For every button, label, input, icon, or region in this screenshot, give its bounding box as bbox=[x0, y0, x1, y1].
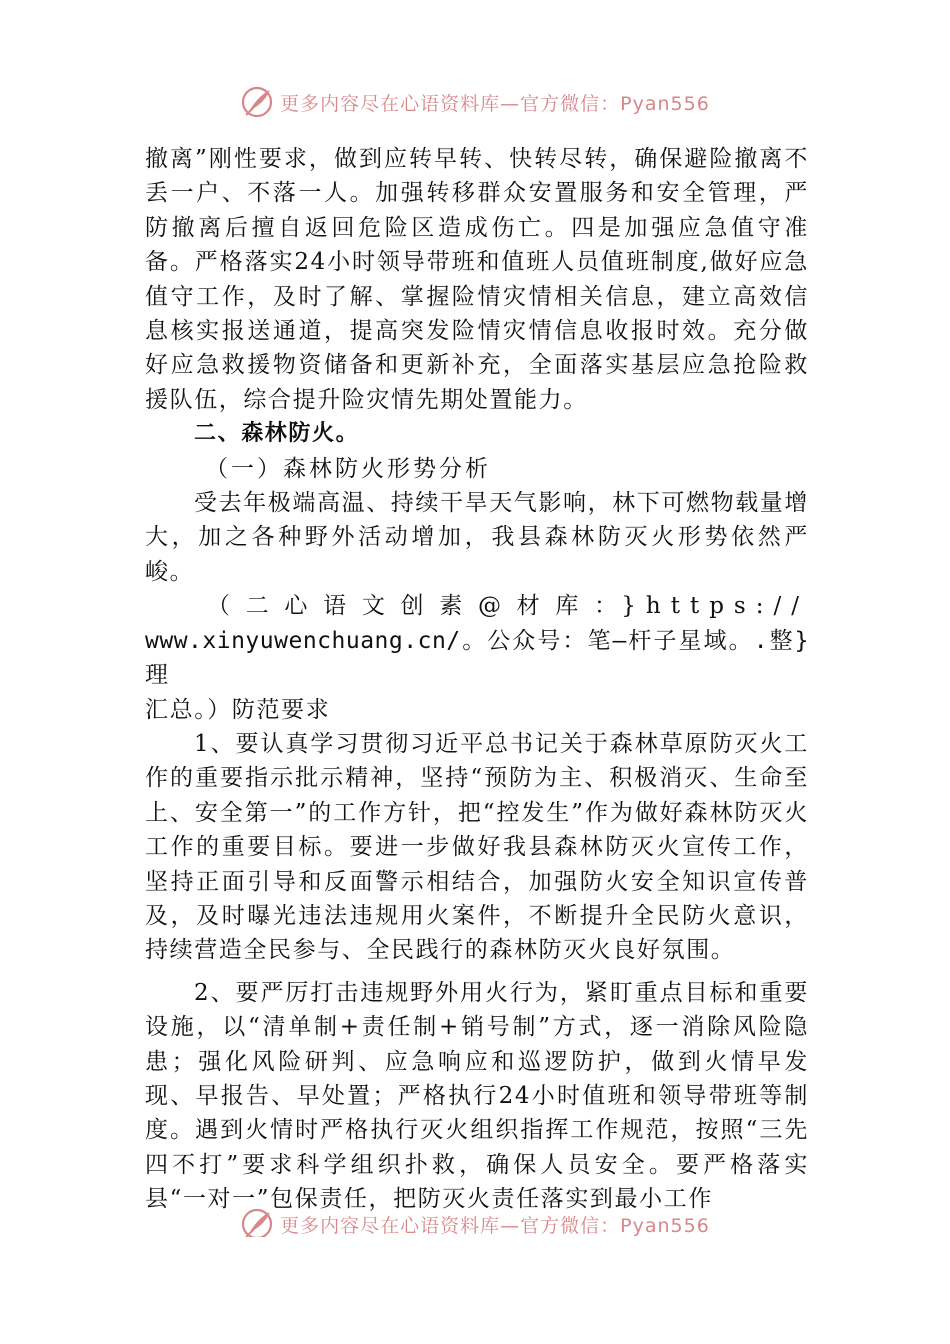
feather-pen-icon bbox=[240, 85, 274, 119]
section-heading-forest-fire: 二、森林防火。 bbox=[194, 421, 360, 447]
inserted-promo-line-1: （二心语文创素@材库：}https:// bbox=[207, 593, 809, 620]
paragraph-situation: 受去年极端高温、持续干旱天气影响，林下可燃物载量增大，加之各种野外活动增加，我县森林防灭火形势依然严峻。 bbox=[145, 490, 809, 585]
feather-pen-icon bbox=[240, 1207, 274, 1237]
paragraph-requirement-2: 2、要严厉打击违规野外用火行为，紧盯重点目标和重要设施，以“清单制+责任制+销号制”方式，逐一消除风险隐患；强化风险研判、应急响应和巡逻防护，做到火情早发现、早报告、早处置；严格执行24小时值班和领导带班等制度。遇到火情时严格执行灭火组织指挥工作规范，按照“三先四不打”要求科学组织扑救，确保人员安全。要严格落实县“一对一”包保责任，把防灭火责任落实到最小工作 bbox=[145, 979, 809, 1213]
watermark-text: 更多内容尽在心语资料库—官方微信：Pyan556 bbox=[280, 92, 710, 115]
subsection-heading-situation: （一）森林防火形势分析 bbox=[205, 455, 491, 482]
paragraph-requirement-1: 1、要认真学习贯彻习近平总书记关于森林草原防灭火工作的重要指示批示精神，坚持“预防为主、积极消灭、生命至上、安全第一”的工作方针，把“控发生”作为做好森林防灭火工作的重要目标。要进一步做好我县森林防灭火宣传工作，坚持正面引导和反面警示相结合，加强防火安全知识宣传普及，及时曝光违法违规用火案件，不断提升全民防火意识，持续营造全民参与、全民践行的森林防灭火良好氛围。 bbox=[145, 730, 809, 964]
paragraph-evacuation: 撤离”刚性要求，做到应转早转、快转尽转，确保避险撤离不丢一户、不落一人。加强转移群众安置服务和安全管理，严防撤离后擅自返回危险区造成伤亡。四是加强应急值守准备。严格落实24小时领导带班和值班人员值班制度,做好应急值守工作，及时了解、掌握险情灾情相关信息，建立高效信息核实报送通道，提高突发险情灾情信息收报时效。充分做好应急救援物资储备和更新补充，全面落实基层应急抢险救援队伍，综合提升险灾情先期处置能力。 bbox=[145, 146, 809, 413]
footer-watermark bbox=[0, 1201, 950, 1237]
inserted-promo-line-2: www.xinyuwenchuang.cn/。公众号：笔—杆子星域。.整}理 bbox=[145, 627, 809, 689]
header-watermark bbox=[0, 82, 950, 122]
document-body bbox=[145, 142, 809, 1217]
subsection-heading-requirements: 汇总。）防范要求 bbox=[145, 696, 331, 723]
watermark-text: 更多内容尽在心语资料库—官方微信：Pyan556 bbox=[280, 1214, 710, 1237]
